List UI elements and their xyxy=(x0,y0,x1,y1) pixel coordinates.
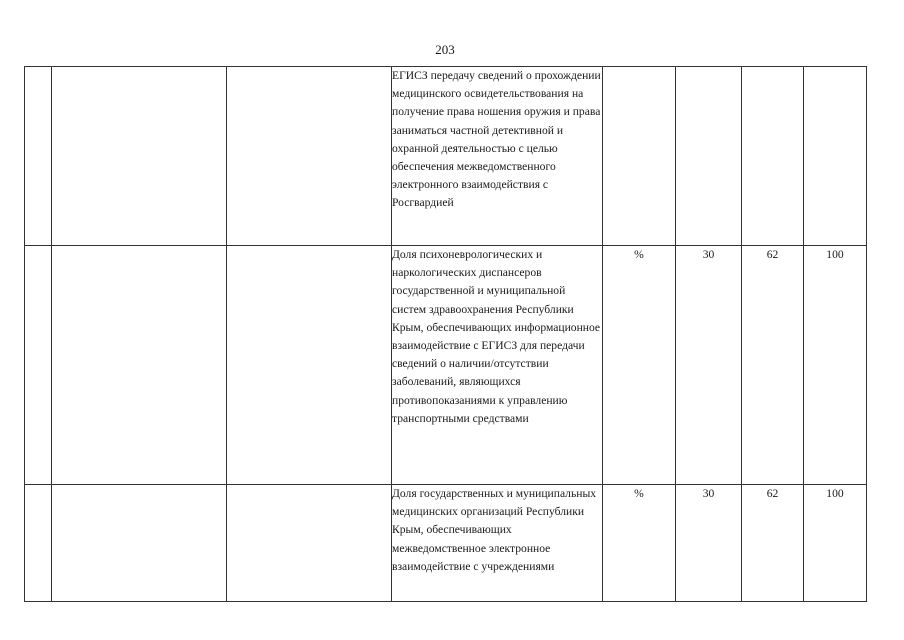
value-cell: 30 xyxy=(676,485,742,602)
unit-cell: % xyxy=(603,246,676,485)
indicator-cell: ЕГИСЗ передачу сведений о прохождении медицинского освидетельствования на получение права ношения оружия и права заниматься частной детективной и охранной деятельностью с целью обеспечения межведомственного электронного взаимодействия с Росгвардией xyxy=(392,67,603,246)
value-cell xyxy=(742,67,804,246)
page-number: 203 xyxy=(435,42,455,57)
value-cell xyxy=(676,67,742,246)
indicator-table xyxy=(24,66,867,602)
task-cell xyxy=(227,67,392,246)
table-row xyxy=(25,67,867,246)
value-cell: 62 xyxy=(742,485,804,602)
program-cell xyxy=(52,67,227,246)
row-number-cell xyxy=(25,485,52,602)
value-cell: 100 xyxy=(804,246,867,485)
value-cell xyxy=(804,67,867,246)
indicator-cell: Доля психоневрологических и наркологических диспансеров государственной и муниципальной систем здравоохранения Республики Крым, обеспечивающих информационное взаимодействие с ЕГИСЗ для передачи сведений о наличии/отсутствии заболеваний, являющихся противопоказаниями к управлению транспортными средствами xyxy=(392,246,603,485)
row-number-cell xyxy=(25,246,52,485)
table-row xyxy=(25,246,867,485)
program-cell xyxy=(52,246,227,485)
task-cell xyxy=(227,246,392,485)
indicator-cell: Доля государственных и муниципальных медицинских организаций Республики Крым, обеспечивающих межведомственное электронное взаимодействие с учреждениями xyxy=(392,485,603,602)
unit-cell xyxy=(603,67,676,246)
value-cell: 30 xyxy=(676,246,742,485)
task-cell xyxy=(227,485,392,602)
unit-cell: % xyxy=(603,485,676,602)
value-cell: 62 xyxy=(742,246,804,485)
row-number-cell xyxy=(25,67,52,246)
program-cell xyxy=(52,485,227,602)
value-cell: 100 xyxy=(804,485,867,602)
table-row xyxy=(25,485,867,602)
